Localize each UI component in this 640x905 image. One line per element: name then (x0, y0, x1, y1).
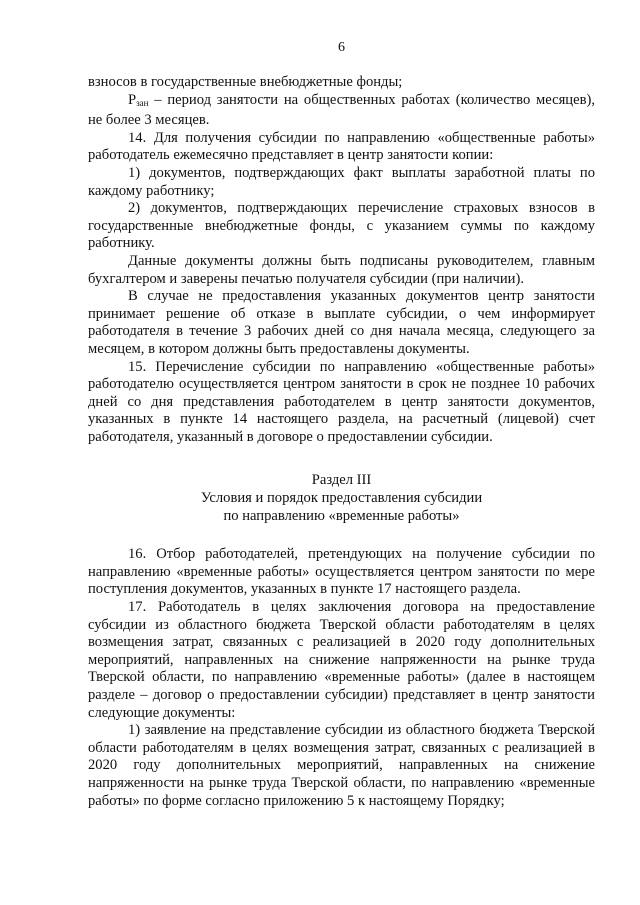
section-subtitle-line-2: по направлению «временные работы» (223, 507, 460, 524)
paragraph-refusal: В случае не предоставления указанных документов центр занятости принимает решение об отказе в выплате субсидии, о чем информирует работодателя в течение 3 рабочих дней со дня начала месяца, следующего за месяцем, в котором должны быть предоставлены документы. (88, 288, 595, 357)
formula-description: – период занятости на общественных работах (количество месяцев), не более 3 месяцев. (88, 91, 595, 129)
paragraph-item-17: 17. Работодатель в целях заключения договора на предоставление субсидии из областного бюджета Тверской области работодателям в целях возмещения затрат, связанных с реализацией в 2020 году дополнительных мероприятий, направленных на снижение напряженности на рынке труда Тверской области, по направлению «временные работы» (далее в настоящем разделе – договор о предоставлении субсидии) представляет в центр занятости следующие документы: (88, 599, 595, 721)
paragraph-item-16: 16. Отбор работодателей, претендующих на получение субсидии по направлению «временные работы» осуществляется центром занятости по мере поступления документов, указанных в пункте 17 настоящего раздела. (88, 546, 595, 598)
formula-subscript: зан (136, 97, 149, 108)
section-subtitle-line-1: Условия и порядок предоставления субсидии (200, 490, 483, 507)
paragraph-signature-requirement: Данные документы должны быть подписаны руководителем, главным бухгалтером и заверены печатью получателя субсидии (при наличии). (88, 252, 595, 287)
section-title: Раздел III (311, 472, 372, 489)
paragraph-item-17-1: 1) заявление на представление субсидии из областного бюджета Тверской области работодателям в целях возмещения затрат, связанных с реализацией в 2020 году дополнительных мероприятий, направленных на снижение напряженности на рынке труда Тверской области, по направлению «временные работы» по форме согласно приложению 5 к настоящему Порядку; (88, 722, 595, 809)
section-heading (88, 472, 595, 525)
paragraph-item-14: 14. Для получения субсидии по направлению «общественные работы» работодатель ежемесячно представляет в центр занятости копии: (88, 129, 595, 164)
paragraph-item-14-1: 1) документов, подтверждающих факт выплаты заработной платы по каждому работнику; (88, 164, 595, 199)
paragraph-formula-term (88, 92, 595, 130)
page-number: 6 (338, 40, 345, 55)
paragraph-item-14-2: 2) документов, подтверждающих перечисление страховых взносов в государственные внебюджетные фонды, с указанием суммы по каждому работнику. (88, 200, 595, 252)
formula-symbol: P (128, 91, 137, 108)
paragraph-contributions-end: взносов в государственные внебюджетные фонды; (88, 74, 403, 90)
paragraph-item-15: 15. Перечисление субсидии по направлению «общественные работы» работодателю осуществляется центром занятости в срок не позднее 10 рабочих дней со дня представления работодателем в центр занятости документов, указанных в пункте 14 настоящего раздела, на расчетный (лицевой) счет работодателя, указанный в договоре о предоставлении субсидии. (88, 358, 595, 445)
